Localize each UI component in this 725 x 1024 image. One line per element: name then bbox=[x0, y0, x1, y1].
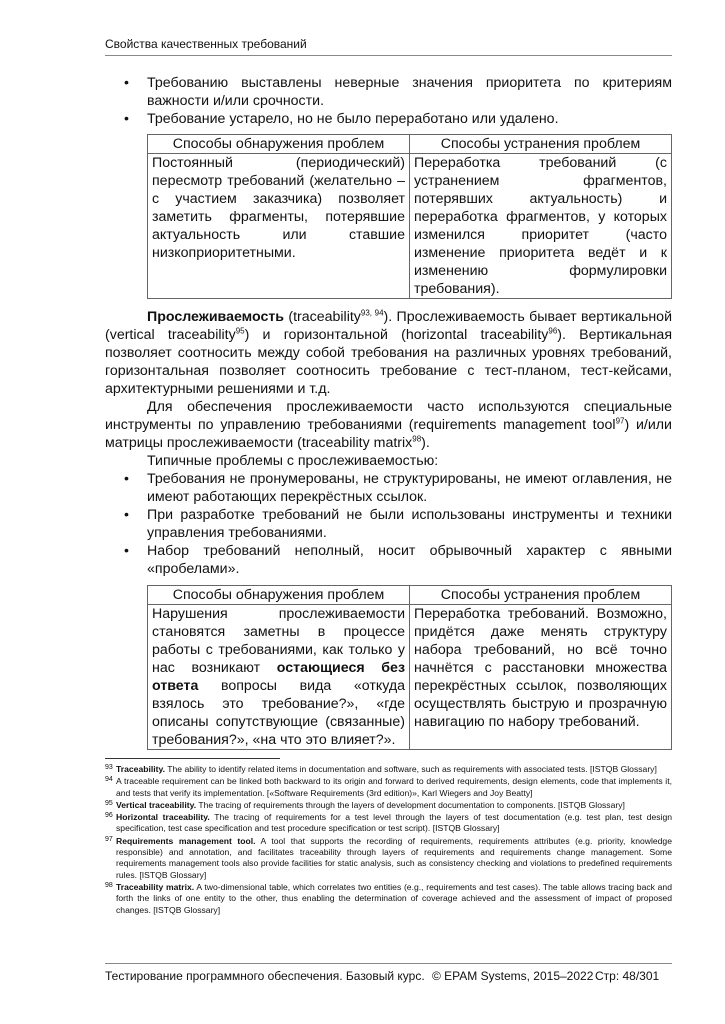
paragraph-tools: Для обеспечения прослеживаемости часто используются специальные инструменты по управлению требованиями (requirements management tool$^{97}$) и/или матрицы прослеживаемости (traceability matrix$^{98}$). bbox=[105, 399, 672, 451]
page-body bbox=[105, 74, 672, 750]
list-item: • Требованию выставлены неверные значения приоритета по критериям важности и/или срочности. bbox=[105, 74, 672, 110]
footer-page-number: Стр: 48/301 bbox=[595, 969, 660, 983]
list-item: • Требования не пронумерованы, не структурированы, не имеют оглавления, не имеют работающих перекрёстных ссылок. bbox=[105, 470, 672, 506]
footnote-ref[interactable]: 97 bbox=[615, 416, 625, 426]
list-item: • Набор требований неполный, носит обрывочный характер с явными «пробелами». bbox=[105, 542, 672, 578]
bullet-list-top bbox=[105, 74, 672, 128]
list-item: • При разработке требований не были использованы инструменты и техники управления требованиями. bbox=[105, 506, 672, 542]
problems-table-1 bbox=[147, 134, 672, 299]
list-item: • Требование устарело, но не было переработано или удалено. bbox=[105, 110, 672, 128]
table-cell-detect: Постоянный (периодический) пересмотр требований (желательно – с участием заказчика) позволяет заметить фрагменты, потерявшие актуальность или ставшие низкоприоритетными. bbox=[148, 154, 410, 299]
footnote-93: 93 Traceability. The ability to identify related items in documentation and software, such as requirements with associated tests. [ISTQB Glossary] bbox=[105, 764, 657, 774]
problems-table-2 bbox=[147, 585, 672, 750]
footnote-divider bbox=[105, 758, 280, 759]
table-cell-detect: Нарушения прослеживаемости становятся заметны в процессе работы с требованиями, как только у нас возникают остающиеся без ответа вопросы вида «откуда взялось это требование?», «где описаны сопутствующие (связанные) требования?», «на что это влияет?». bbox=[148, 605, 410, 750]
term-traceability: Прослеживаемость bbox=[147, 309, 285, 325]
footnote-ref[interactable]: 96 bbox=[548, 326, 558, 336]
table-header-detect: Способы обнаружения проблем bbox=[148, 135, 410, 154]
footnote-95: 95 Vertical traceability. The tracing of requirements through the layers of development documentation to components. [ISTQB Glossary] bbox=[105, 799, 625, 810]
table-header-fix: Способы устранения проблем bbox=[410, 135, 672, 154]
footnote-98: 98 Traceability matrix. A two-dimensional table, which correlates two entities (e.g., requirements and test cases). The table allows tracing back and forth the links of one entity to the other, thus enabling the determination of coverage achieved and the assessment of impact of proposed changes. [ISTQB Glossary] bbox=[105, 881, 672, 915]
footnote-94: 94 A traceable requirement can be linked both backward to its origin and forward to derived requirements, design elements, code that implements it, and tests that verify its implementation. [«Software Requirements (3rd edition)», Karl Wiegers and Joy Beatty] bbox=[105, 776, 672, 798]
running-header: Свойства качественных требований bbox=[105, 37, 307, 51]
table-header-detect: Способы обнаружения проблем bbox=[148, 586, 410, 605]
bold-phrase: остающиеся без ответа bbox=[152, 660, 405, 694]
table-cell-fix: Переработка требований. Возможно, придётся даже менять структуру набора требований, но всё точно начнётся с расстановки множества перекрёстных ссылок, позволяющих осуществлять быструю и прозрачную навигацию по набору требований. bbox=[410, 605, 672, 750]
paragraph-typical-problems: Типичные проблемы с прослеживаемостью: bbox=[147, 453, 439, 469]
table-header-fix: Способы устранения проблем bbox=[410, 586, 672, 605]
bullet-list-mid bbox=[105, 470, 672, 578]
footer-book-title: Тестирование программного обеспечения. Базовый курс. bbox=[105, 969, 425, 983]
footnote-96: 96 Horizontal traceability. The tracing of requirements for a test level through the layers of test documentation (e.g. test plan, test design specification, test case specification and test procedure specification or test script). [ISTQB Glossary] bbox=[105, 812, 672, 834]
footnote-ref[interactable]: 98 bbox=[412, 434, 422, 444]
header-divider bbox=[105, 55, 672, 56]
footnote-97: 97 Requirements management tool. A tool that supports the recording of requirements, requirements attributes (e.g. priority, knowledge responsible) and annotation, and facilitates traceability through layers of requirements and requirements change management. Some requirements management tools also provide facilities for static analysis, such as consistency checking and violations to predefined requirements rules. [ISTQB Glossary] bbox=[105, 835, 672, 880]
footer-divider bbox=[105, 963, 672, 964]
table-cell-fix: Переработка требований (с устранением фрагментов, потерявших актуальность) и переработка фрагментов, у которых изменился приоритет (часто изменение приоритета ведёт и к изменению формулировки требования). bbox=[410, 154, 672, 299]
footnote-ref[interactable]: 93, 94 bbox=[360, 308, 384, 318]
footnotes bbox=[105, 764, 672, 917]
paragraph-traceability: Прослеживаемость (traceability$^{93, 94}$). Прослеживаемость бывает вертикальной (vertical traceability$^{95}$) и горизонтальной (horizontal traceability$^{96}$). Вертикальная позволяет соотносить между собой требования на различных уровнях требований, горизонтальная позволяет соотносить требование с тест-планом, тест-кейсами, архитектурными решениями и т.д. bbox=[105, 308, 673, 397]
footnote-ref[interactable]: 95 bbox=[235, 326, 245, 336]
footer-copyright: © EPAM Systems, 2015–2022 bbox=[432, 969, 594, 983]
